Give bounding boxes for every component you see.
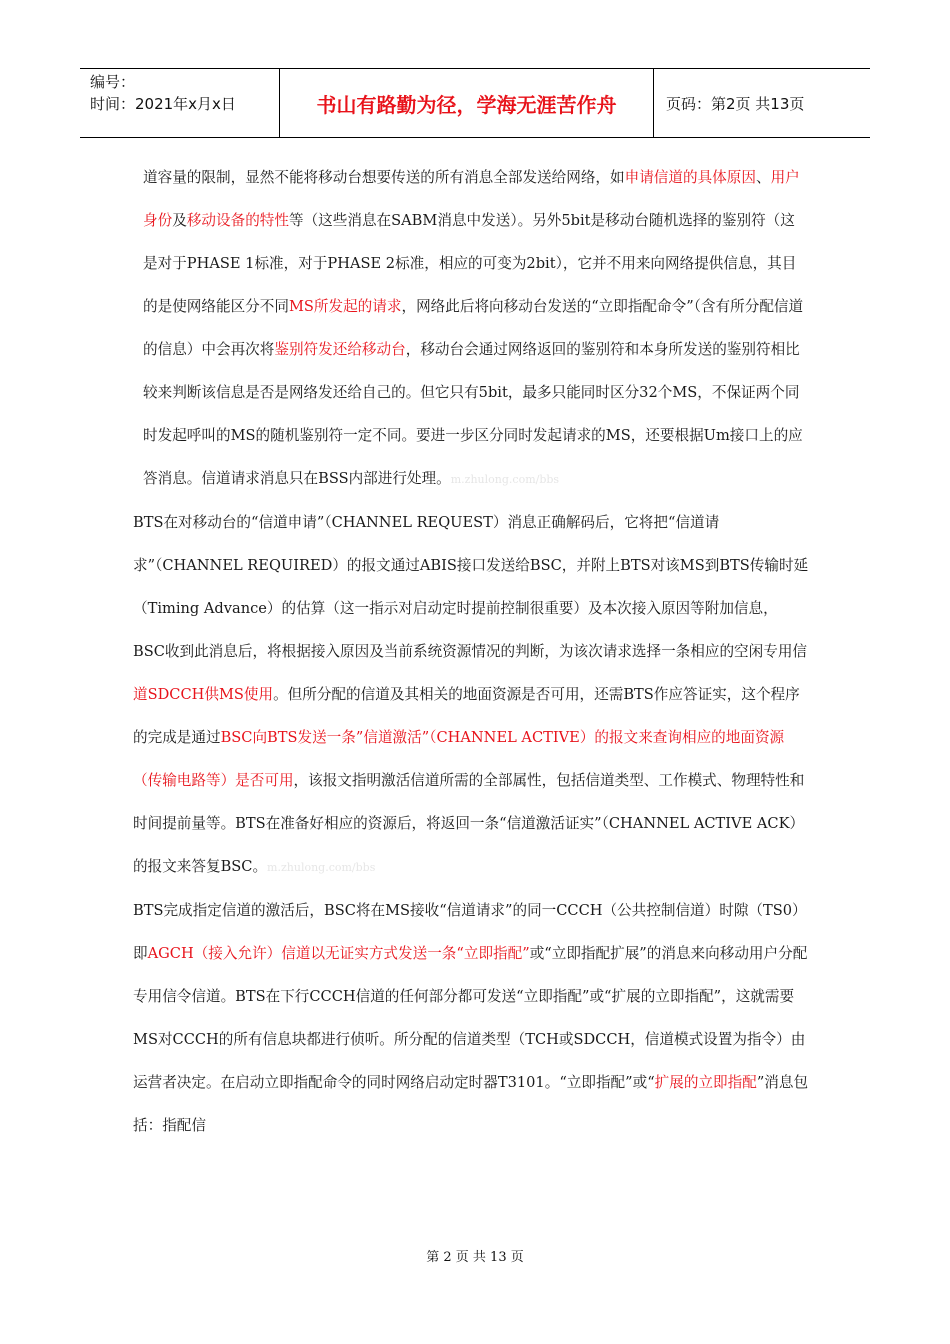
body-text-run: ，移动台会通过网络返回的鉴别符和本身所发送的鉴别符相比较来判断该信息是否是网络发还给自己的。但它只有5bit，最多只能同时区分32个MS，不保证两个同时发起呼叫的MS的随机鉴别符一定不同。要进一步区分同时发起请求的MS，还要根据Um接口上的应答消息。信道请求消息只在BSS内部进行处理。 bbox=[143, 341, 803, 487]
body-text-run: 及 bbox=[172, 212, 187, 229]
highlighted-text: 申请信道的具体原因 bbox=[624, 169, 756, 186]
body-text-run: ，该报文指明激活信道所需的全部属性，包括信道类型、工作模式、物理特性和时间提前量等。BTS在准备好相应的资源后，将返回一条“信道激活证实”（CHANNEL ACTIVE ACK）的报文来答复BSC。 bbox=[133, 772, 805, 875]
body-text-run: 。但所分配的信道及其相关的地面资源是否可用，还需BTS作应答证实，这个程序的完成是通过 bbox=[133, 686, 800, 746]
highlighted-text: 道SDCCH供MS使用 bbox=[133, 686, 274, 703]
body-text-run: BTS在对移动台的“信道申请”（CHANNEL REQUEST）消息正确解码后，它将把“信道请求”（CHANNEL REQUIRED）的报文通过ABIS接口发送给BSC，并附上BTS对该MS到BTS传输时延（Timing Advance）的估算（这一指示对启动定时提前控制很重要）及本次接入原因等附加信息，BSC收到此消息后，将根据接入原因及当前系统资源情况的判断，为该次请求选择一条相应的空闲专用信 bbox=[133, 514, 809, 660]
doc-time-label: 时间：2021年x月x日 bbox=[90, 95, 236, 113]
header-motto: 书山有路勤为径，学海无涯苦作舟 bbox=[280, 69, 654, 137]
body-text-run: 、 bbox=[755, 169, 771, 186]
body-text-run: ，网络此后将向移动台发送的“立即指配命令”（含有所分配信道的信息）中会再次将 bbox=[143, 298, 804, 358]
paragraph bbox=[133, 501, 809, 889]
highlighted-text: 扩展的立即指配 bbox=[654, 1074, 757, 1091]
highlighted-text: 鉴别符发还给移动台 bbox=[274, 341, 406, 358]
highlighted-text: 移动设备的特性 bbox=[186, 212, 289, 229]
doc-code-label: 编号： bbox=[90, 73, 136, 91]
body-text-run: 等（这些消息在SABM消息中发送）。另外5bit是移动台随机选择的鉴别符（这是对于PHASE 1标准，对于PHASE 2标准，相应的可变为2bit），它并不用来向网络提供信息，其目的是使网络能区分不同 bbox=[143, 212, 797, 315]
highlighted-text: BSC向BTS发送一条”信道激活”（CHANNEL ACTIVE）的报文来查询相应的地面资源（传输电路等）是否可用 bbox=[133, 729, 785, 789]
highlighted-text: 用户身份 bbox=[143, 169, 800, 229]
page-header bbox=[80, 68, 870, 138]
body-text-run: 或“立即指配扩展”的消息来向移动用户分配专用信令信道。BTS在下行CCCH信道的任何部分都可发送“立即指配”或“扩展的立即指配”，这就需要MS对CCCH的所有信息块都进行侦听。所分配的信道类型（TCH或SDCCH，信道模式设置为指令）由运营者决定。在启动立即指配命令的同时网络启动定时器T3101。“立即指配”或“ bbox=[133, 945, 808, 1091]
highlighted-text: AGCH（接入允许）信道以无证实方式发送一条“立即指配” bbox=[147, 945, 530, 962]
header-meta bbox=[80, 69, 280, 137]
watermark-text: m.zhulong.com/bbs bbox=[450, 473, 560, 486]
paragraph bbox=[143, 156, 809, 501]
body-text-run: 道容量的限制，显然不能将移动台想要传送的所有消息全部发送给网络，如 bbox=[143, 169, 625, 186]
document-body bbox=[133, 156, 809, 1147]
body-text-run: BTS完成指定信道的激活后，BSC将在MS接收“信道请求”的同一CCCH（公共控制信道）时隙（TS0）即 bbox=[133, 902, 807, 962]
header-page-info: 页码：第2页 共13页 bbox=[666, 94, 805, 113]
paragraph bbox=[133, 889, 809, 1147]
page-footer: 第 2 页 共 13 页 bbox=[426, 1250, 524, 1265]
body-text-run: ”消息包括：指配信 bbox=[133, 1074, 809, 1134]
highlighted-text: MS所发起的请求 bbox=[288, 298, 402, 315]
watermark-text: m.zhulong.com/bbs bbox=[267, 861, 376, 874]
